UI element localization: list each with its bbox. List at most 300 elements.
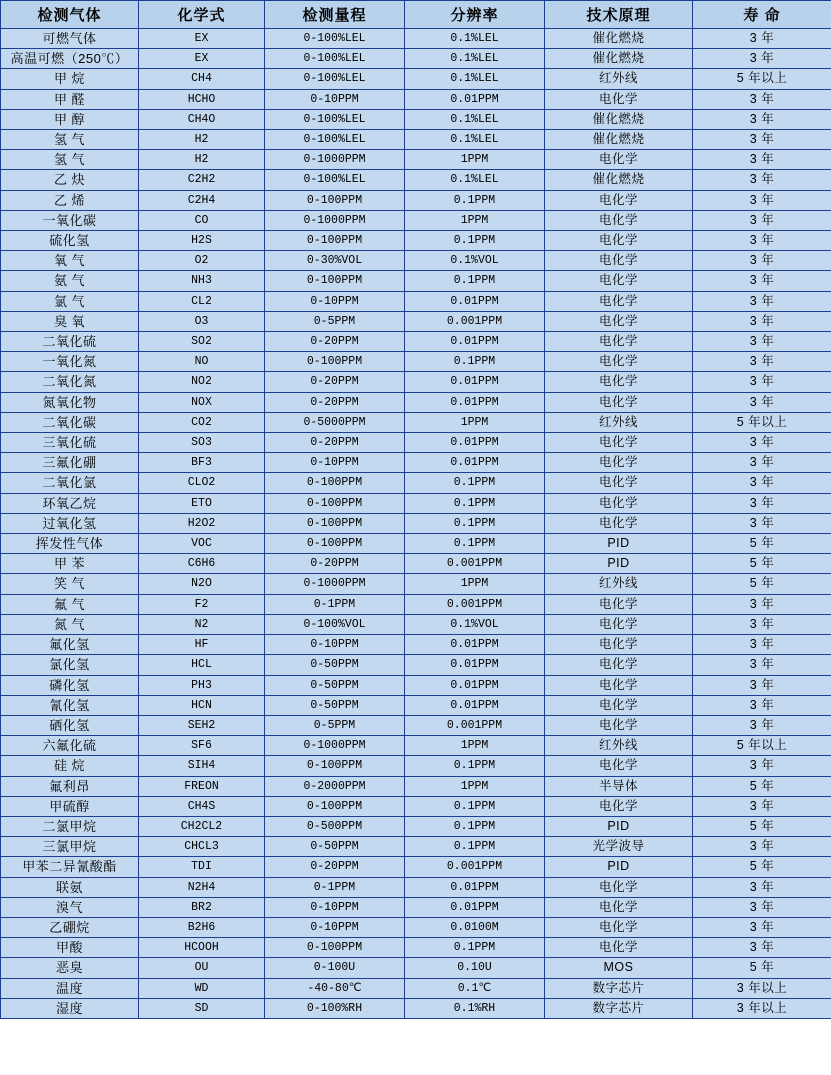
table-cell: 3 年 [693,614,831,634]
table-cell: HF [139,635,265,655]
table-cell: NOX [139,392,265,412]
table-row [1,675,831,695]
table-cell: 电化学 [545,271,693,291]
table-cell: 0.01PPM [405,635,545,655]
table-cell: 3 年以上 [693,978,831,998]
table-cell: 3 年 [693,715,831,735]
table-cell: 0.10U [405,958,545,978]
table-cell: 溴气 [1,897,139,917]
table-cell: -40-80℃ [265,978,405,998]
table-cell: 5 年 [693,554,831,574]
table-cell: BF3 [139,453,265,473]
table-cell: 0.0100M [405,917,545,937]
table-cell: SF6 [139,736,265,756]
table-cell: 0.1PPM [405,837,545,857]
table-cell: 5 年 [693,958,831,978]
table-cell: 0-100%LEL [265,130,405,150]
table-cell: ETO [139,493,265,513]
table-cell: SO2 [139,332,265,352]
table-cell: 0-5PPM [265,311,405,331]
table-cell: N2H4 [139,877,265,897]
table-cell: CH2CL2 [139,816,265,836]
table-cell: 电化学 [545,453,693,473]
table-cell: 电化学 [545,433,693,453]
table-cell: 3 年 [693,392,831,412]
column-header-principle: 技术原理 [545,1,693,29]
table-row [1,897,831,917]
table-cell: 磷化氢 [1,675,139,695]
table-cell: 0-1000PPM [265,574,405,594]
table-cell: 电化学 [545,311,693,331]
table-cell: SEH2 [139,715,265,735]
table-cell: 0-100PPM [265,756,405,776]
table-cell: 电化学 [545,89,693,109]
column-header-resolution: 分辨率 [405,1,545,29]
table-cell: EX [139,29,265,49]
table-cell: 0.01PPM [405,433,545,453]
table-cell: 一氧化氮 [1,352,139,372]
table-row [1,554,831,574]
table-row [1,109,831,129]
table-cell: 催化燃烧 [545,29,693,49]
table-cell: 0.01PPM [405,372,545,392]
table-cell: 5 年以上 [693,69,831,89]
table-cell: 0-50PPM [265,837,405,857]
table-cell: 过氧化氢 [1,513,139,533]
table-cell: 氰化氢 [1,695,139,715]
table-cell: 数字芯片 [545,998,693,1018]
table-cell: 电化学 [545,695,693,715]
table-cell: NH3 [139,271,265,291]
table-cell: PID [545,816,693,836]
table-cell: 硅 烷 [1,756,139,776]
table-cell: 湿度 [1,998,139,1018]
table-cell: HCN [139,695,265,715]
table-cell: 0-100%RH [265,998,405,1018]
table-cell: 0.1PPM [405,190,545,210]
table-cell: 0-100%LEL [265,170,405,190]
table-cell: 5 年 [693,574,831,594]
table-cell: 5 年以上 [693,736,831,756]
table-row [1,837,831,857]
table-cell: 电化学 [545,938,693,958]
table-cell: 0-20PPM [265,554,405,574]
table-cell: 0-10PPM [265,453,405,473]
table-cell: HCL [139,655,265,675]
table-row [1,352,831,372]
table-cell: 0-100PPM [265,796,405,816]
table-cell: 3 年 [693,190,831,210]
table-cell: 甲酸 [1,938,139,958]
table-cell: 0-10PPM [265,291,405,311]
table-cell: CHCL3 [139,837,265,857]
table-row [1,190,831,210]
table-row [1,877,831,897]
table-cell: 高温可燃（250℃） [1,49,139,69]
table-row [1,150,831,170]
table-cell: 臭 氧 [1,311,139,331]
table-cell: PID [545,857,693,877]
table-cell: 红外线 [545,574,693,594]
table-row [1,473,831,493]
table-cell: 0.01PPM [405,695,545,715]
table-cell: 5 年 [693,534,831,554]
table-cell: 二氧化氮 [1,372,139,392]
table-cell: 0.01PPM [405,675,545,695]
table-cell: CL2 [139,291,265,311]
table-cell: 电化学 [545,513,693,533]
table-cell: 3 年 [693,837,831,857]
table-cell: 3 年 [693,150,831,170]
table-cell: 0-20PPM [265,433,405,453]
table-cell: OU [139,958,265,978]
table-cell: PID [545,554,693,574]
table-cell: CH4 [139,69,265,89]
table-cell: 恶臭 [1,958,139,978]
table-cell: 0.1℃ [405,978,545,998]
table-cell: 0.001PPM [405,857,545,877]
table-row [1,917,831,937]
table-cell: PH3 [139,675,265,695]
table-cell: 0.1PPM [405,938,545,958]
table-cell: 电化学 [545,190,693,210]
table-cell: 氟利昂 [1,776,139,796]
table-cell: NO2 [139,372,265,392]
table-cell: 电化学 [545,473,693,493]
table-cell: C2H2 [139,170,265,190]
table-cell: 乙硼烷 [1,917,139,937]
table-cell: 3 年 [693,513,831,533]
table-row [1,493,831,513]
table-cell: O2 [139,251,265,271]
table-cell: 一氧化碳 [1,210,139,230]
table-cell: 3 年 [693,938,831,958]
table-cell: 1PPM [405,736,545,756]
table-cell: 0-1000PPM [265,210,405,230]
table-cell: 0.1PPM [405,473,545,493]
table-cell: 0-100%LEL [265,69,405,89]
table-row [1,635,831,655]
table-cell: 电化学 [545,796,693,816]
table-cell: 0.01PPM [405,897,545,917]
table-row [1,210,831,230]
table-cell: 0-1PPM [265,877,405,897]
table-cell: 0-100%LEL [265,109,405,129]
table-cell: 3 年 [693,130,831,150]
table-cell: 电化学 [545,392,693,412]
table-cell: 氟 气 [1,594,139,614]
table-cell: 电化学 [545,332,693,352]
table-cell: 甲苯二异氰酸酯 [1,857,139,877]
table-cell: 3 年 [693,210,831,230]
table-cell: 0.1PPM [405,271,545,291]
table-cell: 笑 气 [1,574,139,594]
table-cell: 0-5PPM [265,715,405,735]
table-cell: 3 年 [693,796,831,816]
table-cell: 0-5000PPM [265,412,405,432]
table-row [1,412,831,432]
table-cell: 二氧化碳 [1,412,139,432]
table-row [1,453,831,473]
table-cell: 3 年 [693,594,831,614]
table-cell: 氨 气 [1,271,139,291]
table-row [1,816,831,836]
table-row [1,756,831,776]
table-cell: 电化学 [545,917,693,937]
table-cell: 氮 气 [1,614,139,634]
table-cell: 0.1PPM [405,816,545,836]
table-cell: 电化学 [545,756,693,776]
table-row [1,796,831,816]
table-cell: NO [139,352,265,372]
table-row [1,776,831,796]
table-cell: 0.001PPM [405,715,545,735]
table-cell: 0.1%RH [405,998,545,1018]
table-row [1,89,831,109]
table-cell: 0-50PPM [265,675,405,695]
table-cell: B2H6 [139,917,265,937]
table-cell: 0.1%LEL [405,109,545,129]
table-cell: 0.01PPM [405,291,545,311]
table-row [1,291,831,311]
table-row [1,231,831,251]
table-cell: 0.01PPM [405,332,545,352]
table-cell: 甲硫醇 [1,796,139,816]
table-cell: 0.1%LEL [405,49,545,69]
table-row [1,311,831,331]
table-cell: SD [139,998,265,1018]
table-cell: 3 年 [693,89,831,109]
table-row [1,695,831,715]
table-cell: 0-100PPM [265,271,405,291]
table-cell: 0-100PPM [265,352,405,372]
table-cell: 0.1PPM [405,534,545,554]
table-cell: H2 [139,150,265,170]
table-cell: H2O2 [139,513,265,533]
table-cell: 0.01PPM [405,655,545,675]
table-cell: 0.01PPM [405,453,545,473]
table-cell: 催化燃烧 [545,130,693,150]
table-cell: 氢 气 [1,130,139,150]
table-cell: 甲 醇 [1,109,139,129]
table-cell: 电化学 [545,675,693,695]
table-cell: 0.01PPM [405,392,545,412]
table-cell: 0.001PPM [405,311,545,331]
table-cell: 0-100%LEL [265,29,405,49]
table-row [1,534,831,554]
table-cell: 3 年 [693,231,831,251]
table-cell: 0-100PPM [265,493,405,513]
table-cell: 0-20PPM [265,392,405,412]
table-row [1,251,831,271]
table-cell: 3 年 [693,695,831,715]
table-cell: 5 年 [693,816,831,836]
table-cell: CH4O [139,109,265,129]
table-cell: 温度 [1,978,139,998]
table-cell: 催化燃烧 [545,170,693,190]
table-cell: 3 年 [693,635,831,655]
table-cell: SIH4 [139,756,265,776]
table-cell: 电化学 [545,877,693,897]
table-cell: 红外线 [545,412,693,432]
table-cell: 0.1%VOL [405,251,545,271]
table-cell: 电化学 [545,655,693,675]
table-cell: 0.01PPM [405,877,545,897]
table-cell: 红外线 [545,69,693,89]
table-cell: 电化学 [545,372,693,392]
table-row [1,49,831,69]
table-cell: 0-10PPM [265,635,405,655]
table-row [1,392,831,412]
table-cell: 3 年 [693,271,831,291]
table-row [1,998,831,1018]
table-cell: 硫化氢 [1,231,139,251]
table-cell: 3 年 [693,372,831,392]
column-header-gas: 检测气体 [1,1,139,29]
table-cell: 电化学 [545,594,693,614]
table-cell: 电化学 [545,493,693,513]
table-cell: 5 年 [693,776,831,796]
table-cell: H2 [139,130,265,150]
table-cell: 3 年 [693,433,831,453]
table-cell: N2 [139,614,265,634]
table-cell: 二氯甲烷 [1,816,139,836]
table-cell: 电化学 [545,251,693,271]
table-cell: 催化燃烧 [545,49,693,69]
table-cell: 氯化氢 [1,655,139,675]
table-cell: 电化学 [545,635,693,655]
table-cell: 氮氧化物 [1,392,139,412]
table-cell: 联氨 [1,877,139,897]
table-cell: 3 年 [693,332,831,352]
table-cell: 3 年 [693,49,831,69]
table-cell: 电化学 [545,897,693,917]
table-cell: 3 年 [693,756,831,776]
table-cell: 3 年 [693,109,831,129]
table-cell: 0.1%LEL [405,69,545,89]
table-row [1,513,831,533]
table-cell: CLO2 [139,473,265,493]
table-cell: 环氧乙烷 [1,493,139,513]
table-cell: PID [545,534,693,554]
column-header-range: 检测量程 [265,1,405,29]
table-row [1,736,831,756]
table-cell: 二氧化硫 [1,332,139,352]
table-cell: 0.001PPM [405,554,545,574]
table-cell: 0.1%LEL [405,130,545,150]
table-row [1,655,831,675]
table-row [1,170,831,190]
table-cell: 0-1000PPM [265,736,405,756]
table-cell: 三氟化硼 [1,453,139,473]
table-row [1,978,831,998]
table-cell: 1PPM [405,574,545,594]
table-cell: 3 年 [693,251,831,271]
table-row [1,857,831,877]
table-cell: H2S [139,231,265,251]
table-cell: 3 年 [693,473,831,493]
table-cell: 电化学 [545,715,693,735]
table-cell: 0-1000PPM [265,150,405,170]
table-cell: 乙 烯 [1,190,139,210]
table-cell: 1PPM [405,210,545,230]
table-cell: 0.1%LEL [405,170,545,190]
table-cell: 0-100%VOL [265,614,405,634]
table-cell: 挥发性气体 [1,534,139,554]
table-cell: SO3 [139,433,265,453]
table-cell: O3 [139,311,265,331]
table-cell: 3 年 [693,675,831,695]
table-cell: 3 年 [693,352,831,372]
table-cell: 3 年 [693,897,831,917]
table-cell: 0.1PPM [405,513,545,533]
table-cell: 0-100%LEL [265,49,405,69]
table-cell: 甲 醛 [1,89,139,109]
table-cell: 数字芯片 [545,978,693,998]
table-cell: 5 年 [693,857,831,877]
table-row [1,29,831,49]
table-cell: 0-30%VOL [265,251,405,271]
table-cell: VOC [139,534,265,554]
column-header-formula: 化学式 [139,1,265,29]
table-cell: HCOOH [139,938,265,958]
table-cell: 0-100PPM [265,534,405,554]
table-cell: 硒化氢 [1,715,139,735]
table-cell: 3 年 [693,877,831,897]
table-cell: 红外线 [545,736,693,756]
table-cell: 氟化氢 [1,635,139,655]
table-cell: 二氧化氯 [1,473,139,493]
table-cell: 0-10PPM [265,89,405,109]
table-cell: 0-100U [265,958,405,978]
table-cell: 0-100PPM [265,473,405,493]
table-cell: 0.1%LEL [405,29,545,49]
table-cell: 可燃气体 [1,29,139,49]
table-cell: MOS [545,958,693,978]
table-cell: 0.1PPM [405,493,545,513]
table-cell: 0.1PPM [405,756,545,776]
table-cell: 0-50PPM [265,695,405,715]
column-header-life: 寿 命 [693,1,831,29]
table-cell: 3 年 [693,29,831,49]
table-row [1,271,831,291]
table-row [1,332,831,352]
table-cell: TDI [139,857,265,877]
table-header-row [1,1,831,29]
table-cell: F2 [139,594,265,614]
table-cell: 0.1PPM [405,796,545,816]
table-cell: 六氟化硫 [1,736,139,756]
table-cell: C6H6 [139,554,265,574]
table-cell: CO [139,210,265,230]
table-cell: 0-100PPM [265,938,405,958]
table-cell: 1PPM [405,412,545,432]
table-cell: 0-20PPM [265,372,405,392]
table-cell: 三氧化硫 [1,433,139,453]
table-cell: HCHO [139,89,265,109]
table-cell: 0-100PPM [265,190,405,210]
table-cell: 0-500PPM [265,816,405,836]
table-cell: 3 年 [693,493,831,513]
table-cell: 三氯甲烷 [1,837,139,857]
table-cell: 0-50PPM [265,655,405,675]
table-cell: 3 年以上 [693,998,831,1018]
table-cell: 0.1%VOL [405,614,545,634]
table-cell: CH4S [139,796,265,816]
table-cell: 电化学 [545,352,693,372]
table-cell: C2H4 [139,190,265,210]
table-row [1,574,831,594]
